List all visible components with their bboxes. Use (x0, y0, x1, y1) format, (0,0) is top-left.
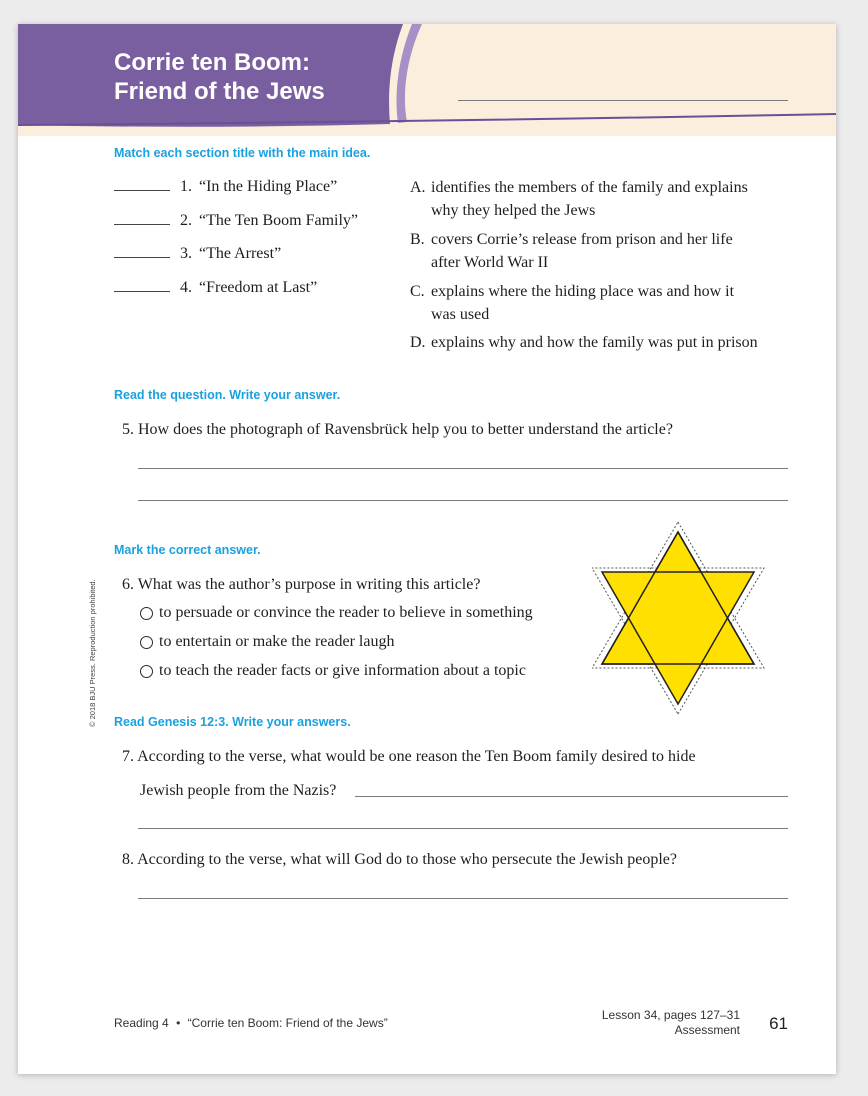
section2-instruction: Read the question. Write your answer. (114, 388, 341, 402)
idea-a-line1: identifies the members of the family and explains (431, 179, 748, 196)
idea-c-line2: was used (431, 306, 490, 323)
section3-instruction: Mark the correct answer. (114, 543, 261, 557)
item-2-title: “The Ten Boom Family” (199, 212, 358, 229)
option-3-label: to teach the reader facts or give information about a topic (159, 662, 526, 679)
title-line-1: Corrie ten Boom: (114, 49, 311, 76)
page-title (114, 48, 325, 106)
answer-blank-2[interactable] (114, 224, 170, 225)
option-2-label: to entertain or make the reader laugh (159, 633, 395, 650)
answer-line-5b[interactable] (138, 500, 788, 501)
idea-a-letter: A. (410, 179, 426, 196)
answer-line-7b[interactable] (138, 828, 788, 829)
question-7-line1: 7. According to the verse, what would be one reason the Ten Boom family desired to hide (122, 748, 696, 765)
answer-line-8[interactable] (138, 898, 788, 899)
footer-assessment-label: Assessment (674, 1023, 740, 1037)
item-3-title: “The Arrest” (199, 245, 282, 262)
item-4-number: 4. (180, 279, 192, 296)
footer-article-title: “Corrie ten Boom: Friend of the Jews” (187, 1016, 388, 1030)
question-7-line2: Jewish people from the Nazis? (140, 782, 337, 799)
section4-instruction: Read Genesis 12:3. Write your answers. (114, 715, 351, 729)
title-line-2: Friend of the Jews (114, 78, 325, 105)
item-1-number: 1. (180, 178, 192, 195)
item-1-title: “In the Hiding Place” (199, 178, 338, 195)
idea-b-letter: B. (410, 231, 425, 248)
idea-b-line2: after World War II (431, 254, 549, 271)
idea-c-line1: explains where the hiding place was and how it (431, 283, 735, 300)
idea-d-letter: D. (410, 334, 426, 351)
name-field-line[interactable] (458, 100, 788, 101)
idea-b-line1: covers Corrie’s release from prison and her life (431, 231, 733, 248)
footer-lesson (602, 1008, 740, 1038)
footer-bullet: • (176, 1016, 181, 1030)
idea-c-letter: C. (410, 283, 425, 300)
section1-instruction: Match each section title with the main idea. (114, 146, 371, 160)
question-6: 6. What was the author’s purpose in writing this article? (122, 576, 481, 593)
item-4-title: “Freedom at Last” (199, 279, 318, 296)
question-5: 5. How does the photograph of Ravensbrück help you to better understand the article? (122, 421, 673, 438)
footer-lesson-pages: Lesson 34, pages 127–31 (601, 1008, 740, 1022)
copyright-notice: © 2018 BJU Press. Reproduction prohibited. (88, 579, 97, 727)
footer-reading-label: Reading 4 (114, 1016, 169, 1030)
footer-reading (114, 1016, 388, 1030)
item-3-number: 3. (180, 245, 192, 262)
option-3-radio[interactable] (140, 665, 153, 678)
answer-line-7a[interactable] (355, 796, 788, 797)
option-2-radio[interactable] (140, 636, 153, 649)
idea-a-line2: why they helped the Jews (431, 202, 596, 219)
answer-blank-4[interactable] (114, 291, 170, 292)
option-1-radio[interactable] (140, 607, 153, 620)
answer-blank-1[interactable] (114, 190, 170, 191)
page-number: 61 (769, 1014, 788, 1033)
option-1-label: to persuade or convince the reader to believe in something (159, 604, 533, 621)
item-2-number: 2. (180, 212, 192, 229)
star-of-david-illustration (592, 518, 766, 718)
idea-d-line1: explains why and how the family was put in prison (431, 334, 758, 351)
question-8: 8. According to the verse, what will God do to those who persecute the Jewish people? (122, 851, 677, 868)
answer-line-5a[interactable] (138, 468, 788, 469)
worksheet-page (18, 24, 836, 1074)
answer-blank-3[interactable] (114, 257, 170, 258)
